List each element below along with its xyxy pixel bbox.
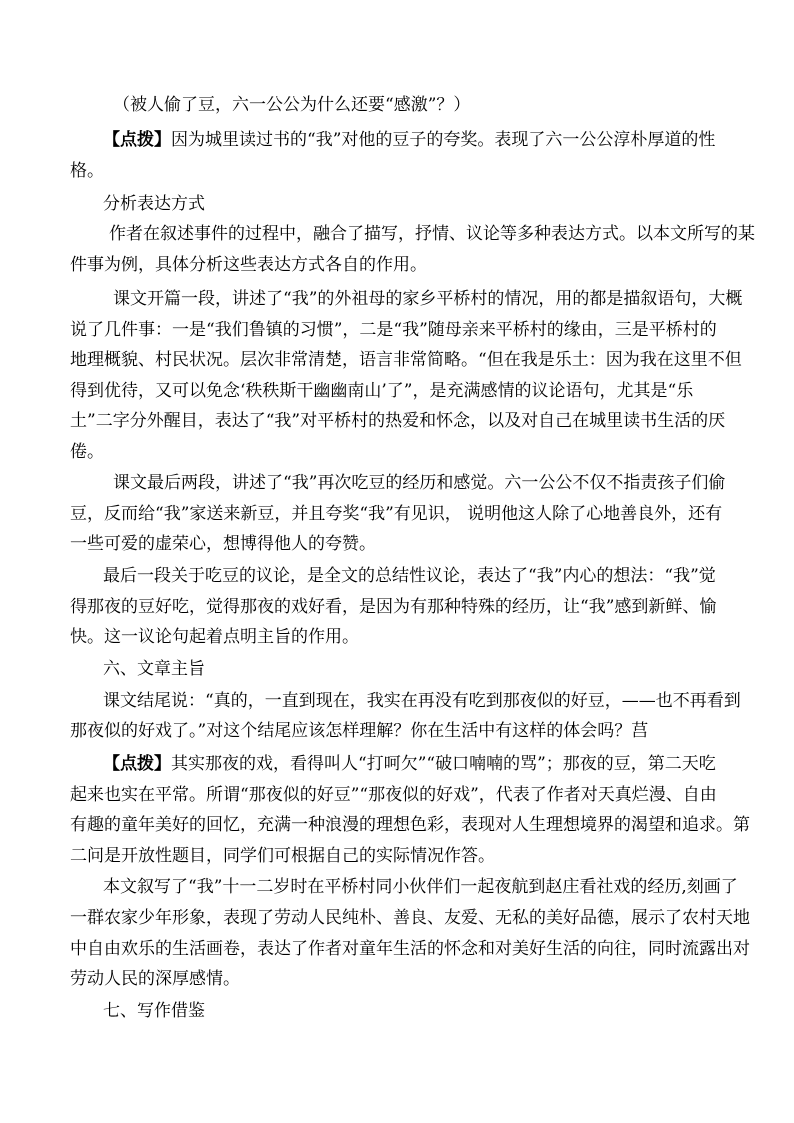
paragraph-line: 一些可爱的虚荣心，想博得他人的夸赞。 bbox=[70, 534, 376, 554]
hint-paragraph-line-2: 格。 bbox=[70, 161, 104, 181]
hint-paragraph-line-1 bbox=[103, 754, 716, 774]
paragraph-line: 倦。 bbox=[70, 442, 104, 462]
paragraph-line: 课文开篇一段，讲述了“我”的外祖母的家乡平桥村的情况，用的都是描叙语句，大概 bbox=[113, 289, 743, 309]
paragraph-line: 豆，反而给“我”家送来新豆，并且夸奖“我”有见识， 说明他这人除了心地善良外，还有 bbox=[70, 504, 723, 524]
paragraph-line: 作者在叙述事件的过程中，融合了描写，抒情、议论等多种表达方式。以本文所写的某 bbox=[109, 224, 755, 244]
paragraph-line: 得那夜的豆好吃，觉得那夜的戏好看，是因为有那种特殊的经历，让“我”感到新鲜、愉 bbox=[70, 597, 717, 617]
paragraph-line: 说了几件事：一是“我们鲁镇的习惯”，二是“我”随母亲来平桥村的缘由，三是平桥村的 bbox=[70, 320, 717, 340]
hint-text: 因为城里读过书的“我”对他的豆子的夸奖。表现了六一公公淳朴厚道的性 bbox=[171, 130, 716, 150]
hint-tag: 【点拨】 bbox=[103, 130, 171, 150]
section-heading: 七、写作借鉴 bbox=[103, 1001, 205, 1021]
paragraph-line: 中自由欢乐的生活画卷，表达了作者对童年生活的怀念和对美好生活的向往，同时流露出对 bbox=[70, 939, 750, 959]
hint-text: 其实那夜的戏，看得叫人“打呵欠”“破口喃喃的骂”；那夜的豆，第二天吃 bbox=[171, 754, 716, 774]
paragraph-line: 快。这一议论句起着点明主旨的作用。 bbox=[70, 627, 359, 647]
paragraph-line: 课文结尾说：“真的，一直到现在，我实在再没有吃到那夜似的好豆，——也不再看到 bbox=[103, 691, 741, 711]
question-line: （被人偷了豆，六一公公为什么还要“感激”？） bbox=[113, 95, 471, 115]
paragraph-line: 本文叙写了“我”十一二岁时在平桥村同小伙伴们一起夜航到赵庄看社戏的经历,刻画了 bbox=[103, 877, 738, 897]
paragraph-line: 得到优待，又可以免念‘秩秩斯干幽幽南山’了”，是充满感情的议论语句，尤其是“乐 bbox=[70, 381, 694, 401]
hint-tag: 【点拨】 bbox=[103, 754, 171, 774]
paragraph-line: 件事为例，具体分析这些表达方式各自的作用。 bbox=[70, 255, 427, 275]
paragraph-line: 那夜似的好戏了。”对这个结尾应该怎样理解？你在生活中有这样的体会吗？莒 bbox=[70, 721, 649, 741]
paragraph-line: 课文最后两段，讲述了“我”再次吃豆的经历和感觉。六一公公不仅不指责孩子们偷 bbox=[113, 473, 726, 493]
paragraph-line: 一群农家少年形象，表现了劳动人民纯朴、善良、友爱、无私的美好品德，展示了农村天地 bbox=[70, 908, 750, 928]
hint-paragraph-line-1 bbox=[103, 130, 715, 150]
section-heading: 分析表达方式 bbox=[103, 194, 205, 214]
paragraph-line: 土”二字分外醒目，表达了“我”对平桥村的热爱和怀念，以及对自己在城里读书生活的厌 bbox=[70, 411, 726, 431]
paragraph-line: 二问是开放性题目，同学们可根据自己的实际情况作答。 bbox=[70, 846, 495, 866]
paragraph-line: 起来也实在平常。所谓“那夜似的好豆”“那夜似的好戏”，代表了作者对天真烂漫、自由 bbox=[70, 785, 717, 805]
paragraph-line: 地理概貌、村民状况。层次非常清楚，语言非常简略。“但在我是乐土：因为我在这里不但 bbox=[70, 350, 742, 370]
paragraph-line: 最后一段关于吃豆的议论，是全文的总结性议论，表达了“我”内心的想法：“我”觉 bbox=[103, 566, 716, 586]
paragraph-line: 有趣的童年美好的回忆，充满一种浪漫的理想色彩，表现对人生理想境界的渴望和追求。第 bbox=[70, 815, 750, 835]
paragraph-line: 劳动人民的深厚感情。 bbox=[70, 969, 240, 989]
section-heading: 六、文章主旨 bbox=[103, 659, 205, 679]
